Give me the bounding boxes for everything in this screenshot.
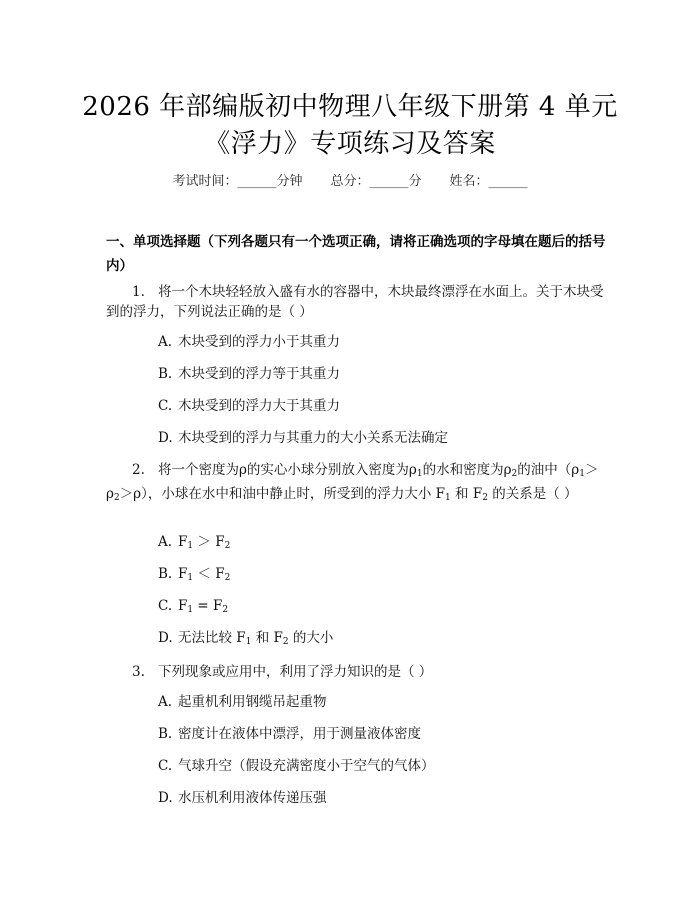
option-letter: D. [158, 430, 173, 446]
option-3d [158, 788, 598, 808]
option-2d [158, 628, 598, 652]
subscript: 1 [416, 469, 423, 479]
question-3 [106, 662, 606, 682]
option-letter: D. [158, 790, 173, 806]
option-2a [158, 532, 598, 556]
option-text: 木块受到的浮力大于其重力 [178, 398, 340, 414]
subscript: 2 [282, 637, 289, 647]
option-text: 水压机利用液体传递压强 [178, 790, 327, 806]
option-text: 的大小 [288, 630, 334, 646]
option-text: 木块受到的浮力等于其重力 [178, 366, 340, 382]
option-2c [158, 596, 598, 620]
section-heading: 一、单项选择题（下列各题只有一个选项正确，请将正确选项的字母填在题后的括号内） [106, 234, 606, 274]
subscript: 2 [222, 605, 229, 615]
question-text: 将一个木块轻轻放入盛有水的容器中，木块最终漂浮在水面上。关于木块受到的浮力，下列说法正确的是（ ） [106, 284, 604, 320]
subscript: 1 [245, 637, 252, 647]
option-text: ＞ F [193, 534, 225, 550]
question-text: 下列现象或应用中，利用了浮力知识的是（ ） [158, 664, 433, 680]
question-text-part: 和 F [450, 486, 483, 502]
option-3b [158, 724, 598, 744]
option-text: F [178, 566, 188, 582]
option-2b [158, 564, 598, 588]
exam-name-field: 姓名：______ [449, 174, 528, 189]
option-1d [158, 428, 598, 448]
option-1a [158, 332, 598, 352]
option-letter: C. [158, 598, 173, 614]
option-letter: A. [158, 534, 173, 550]
option-letter: B. [158, 566, 173, 582]
option-letter: A. [158, 694, 173, 710]
option-text: 无法比较 F [178, 630, 246, 646]
subscript: 2 [482, 493, 488, 503]
subscript: 1 [187, 605, 194, 615]
subscript: 2 [511, 469, 518, 479]
option-text: = F [193, 598, 223, 614]
option-text: 和 F [251, 630, 283, 646]
option-text: 密度计在液体中漂浮，用于测量液体密度 [178, 726, 421, 742]
option-letter: D. [158, 630, 173, 646]
exam-time-field: 考试时间：______分钟 [172, 174, 303, 189]
document-title-line-1: 2026 年部编版初中物理八年级下册第 4 单元 [82, 92, 618, 122]
option-letter: B. [158, 366, 173, 382]
subscript: 2 [224, 541, 231, 551]
question-text-part: 的油中（ρ [517, 462, 580, 478]
exam-score-field: 总分：______分 [330, 174, 422, 189]
question-text-part: 将一个密度为ρ的实心小球分别放入密度为ρ [158, 462, 417, 478]
document-title-line-2: 《浮力》专项练习及答案 [204, 129, 496, 159]
exam-info [0, 170, 700, 189]
question-number: 1. [132, 284, 145, 300]
question-text-part: ＞ρ），小球在水中和油中静止时，所受到的浮力大小 F [119, 486, 446, 502]
option-1c [158, 396, 598, 416]
option-text: ＜ F [193, 566, 225, 582]
option-text: 起重机利用钢缆吊起重物 [178, 694, 327, 710]
question-number: 2. [132, 462, 145, 478]
option-3c [158, 756, 598, 776]
option-text: F [178, 534, 188, 550]
subscript: 2 [113, 493, 120, 503]
option-letter: B. [158, 726, 173, 742]
question-1 [106, 282, 606, 322]
option-text: 气球升空（假设充满密度小于空气的气体） [178, 758, 435, 774]
option-text: 木块受到的浮力与其重力的大小关系无法确定 [178, 430, 448, 446]
option-text: 木块受到的浮力小于其重力 [178, 334, 340, 350]
option-text: F [178, 598, 188, 614]
option-3a [158, 692, 598, 712]
question-text-part: 的关系是（ ） [487, 486, 578, 502]
question-text-part: ＞ρ [106, 462, 599, 502]
question-2 [106, 460, 606, 508]
option-1b [158, 364, 598, 384]
question-text-part: 的水和密度为ρ [422, 462, 512, 478]
question-number: 3. [132, 664, 145, 680]
option-letter: C. [158, 758, 173, 774]
subscript: 1 [187, 573, 194, 583]
subscript: 1 [579, 469, 585, 479]
subscript: 2 [224, 573, 231, 583]
option-letter: A. [158, 334, 173, 350]
subscript: 1 [445, 493, 451, 503]
subscript: 1 [187, 541, 194, 551]
option-letter: C. [158, 398, 173, 414]
